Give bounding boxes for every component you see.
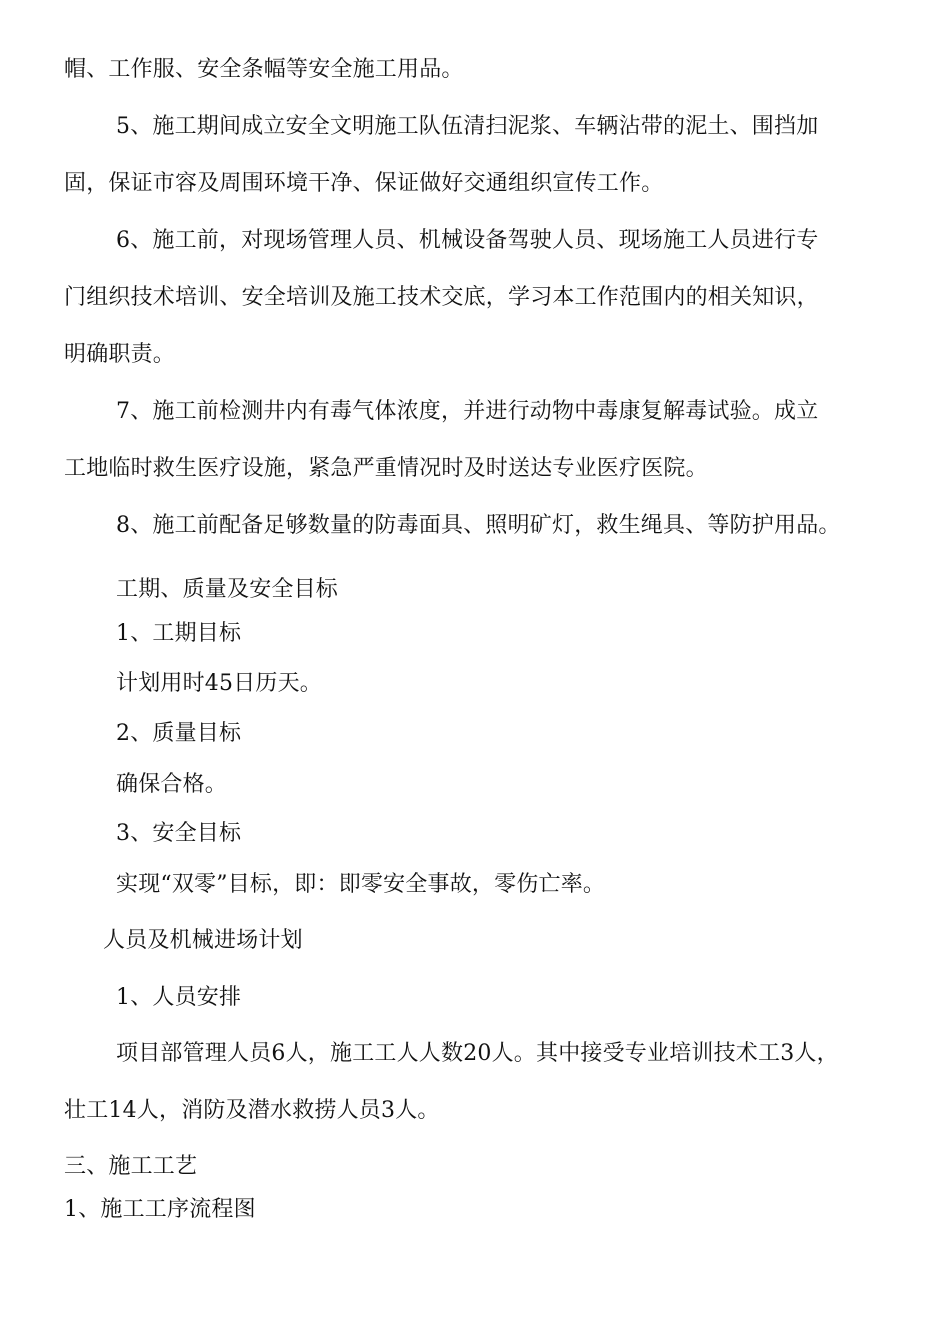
text-line: 明确职责。: [64, 342, 176, 367]
text-line: 帽、工作服、安全条幅等安全施工用品。: [64, 57, 464, 82]
subsection-heading: 2、质量目标: [116, 721, 242, 746]
text-line: 实现“双零”目标，即：即零安全事故，零伤亡率。: [116, 872, 606, 897]
text-line: 确保合格。: [116, 772, 228, 797]
subsection-heading: 3、安全目标: [116, 821, 242, 846]
text-line: 8、施工前配备足够数量的防毒面具、照明矿灯，救生绳具、等防护用品。: [116, 513, 841, 538]
text-line: 门组织技术培训、安全培训及施工技术交底，学习本工作范围内的相关知识，: [64, 285, 819, 310]
subsection-heading: 1、人员安排: [116, 985, 242, 1010]
section-heading: 工期、质量及安全目标: [116, 577, 339, 602]
text-line: 壮工14人，消防及潜水救捞人员3人。: [64, 1098, 440, 1123]
text-line: 5、施工期间成立安全文明施工队伍清扫泥浆、车辆沾带的泥土、围挡加: [116, 114, 819, 139]
text-line: 7、施工前检测井内有毒气体浓度，并进行动物中毒康复解毒试验。成立: [116, 399, 819, 424]
text-line: 工地临时救生医疗设施，紧急严重情况时及时送达专业医疗医院。: [64, 456, 708, 481]
chapter-heading: 三、施工工艺: [64, 1154, 198, 1179]
text-line: 项目部管理人员6人，施工工人人数20人。其中接受专业培训技术工3人，: [116, 1041, 839, 1066]
text-line: 计划用时45日历天。: [116, 671, 322, 696]
text-line: 固，保证市容及周围环境干净、保证做好交通组织宣传工作。: [64, 171, 664, 196]
text-line: 6、施工前，对现场管理人员、机械设备驾驶人员、现场施工人员进行专: [116, 228, 819, 253]
section-heading: 人员及机械进场计划: [103, 928, 303, 953]
subsection-heading: 1、施工工序流程图: [64, 1197, 256, 1222]
subsection-heading: 1、工期目标: [116, 621, 242, 646]
